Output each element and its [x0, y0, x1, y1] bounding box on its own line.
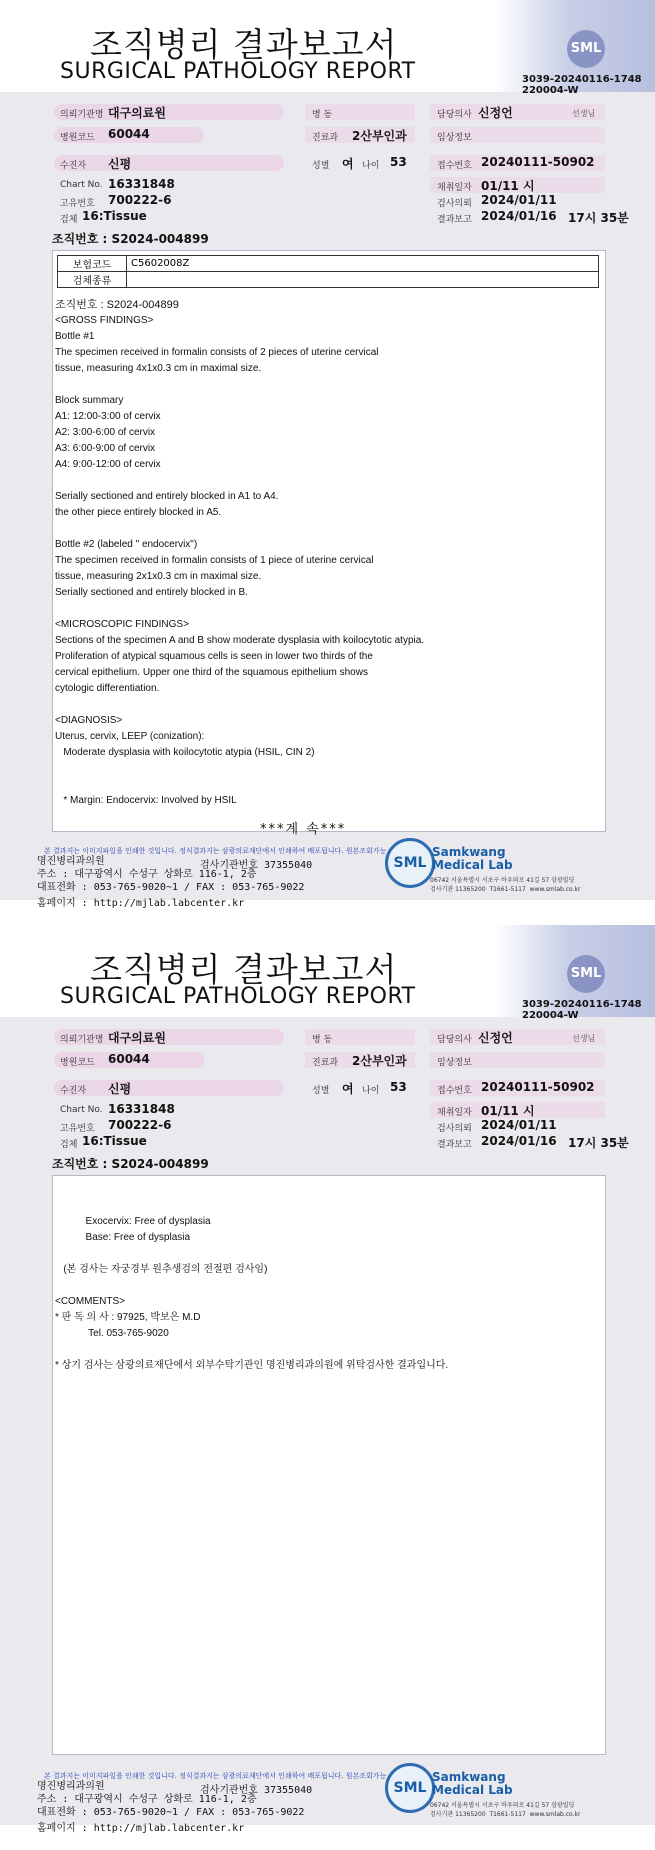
doctor-suffix: 선생님	[572, 1034, 596, 1043]
report-line: tissue, measuring 4x1x0.3 cm in maximal size.	[55, 363, 262, 374]
institution-value: 대구의료원	[108, 1031, 166, 1045]
report-line: Tel. 053-765-9020	[55, 1328, 169, 1339]
footer-reg-no: 검사기관번호 37355040	[200, 1785, 313, 1796]
document-id: 3039-20240116-1748 220004-W	[522, 74, 642, 96]
report-date-value: 2024/01/16	[481, 1134, 557, 1148]
insurance-code-value: C5602008Z	[127, 256, 599, 272]
report-line: The specimen received in formalin consists of 1 piece of uterine cervical	[55, 555, 374, 566]
report-body	[52, 1175, 606, 1755]
report-line: Moderate dysplasia with koilocytotic atypia (HSIL, CIN 2)	[55, 747, 315, 758]
receipt-no-value: 20240111-50902	[481, 1080, 595, 1094]
doctor-suffix: 선생님	[572, 109, 596, 118]
report-line	[55, 377, 424, 393]
specimen-type-label: 검체종류	[58, 272, 127, 288]
footer-homepage[interactable]: 홈페이지 : http://mjlab.labcenter.kr	[37, 1823, 245, 1834]
request-date-value: 2024/01/11	[481, 193, 557, 207]
document-id: 3039-20240116-1748 220004-W	[522, 999, 642, 1021]
footer-warning: 본 결과지는 이미지파일을 인쇄한 것입니다. 정식결과지는 삼광의료재단에서 인쇄하여 배포됩니다. 원본조회가능	[44, 847, 387, 855]
report-line: Uterus, cervix, LEEP (conization):	[55, 731, 205, 742]
report-date-label: 결과보고	[437, 215, 472, 225]
report-line: (본 검사는 자궁경부 원추생검의 전절편 검사임)	[55, 1264, 268, 1275]
clinical-info-label: 임상정보	[437, 1058, 472, 1068]
footer-address: 주소 : 대구광역시 수성구 상화로 116-1, 2층	[37, 869, 257, 880]
ward-label: 병 동	[312, 1035, 333, 1045]
report-line: A1: 12:00-3:00 of cervix	[55, 411, 161, 422]
report-date-label: 결과보고	[437, 1140, 472, 1150]
samkwang-address: 06742 서울특별시 서초구 바우뫼로 41길 57 삼광빌딩 검사기관 11365200 T1661-5117 www.smlab.co.kr	[430, 1802, 581, 1818]
report-line: tissue, measuring 2x1x0.3 cm in maximal size.	[55, 571, 262, 582]
tissue-line: 조직번호 : S2024-004899	[55, 299, 179, 311]
collection-date-label: 채취일자	[437, 183, 472, 193]
report-line	[55, 697, 424, 713]
clinical-info-label: 임상정보	[437, 133, 472, 143]
samkwang-name: Samkwang Medical Lab	[432, 1770, 513, 1797]
report-page-2	[0, 925, 655, 1825]
unique-no-value: 700222-6	[108, 193, 172, 207]
report-line	[55, 521, 424, 537]
patient-label: 수진자	[60, 1086, 87, 1096]
institution-value: 대구의료원	[108, 106, 166, 120]
report-line	[55, 777, 424, 793]
footer-lab-name: 명진병리과의원	[37, 856, 105, 867]
report-line	[55, 601, 424, 617]
sml-logo-icon: SML	[567, 955, 605, 993]
report-line: Sections of the specimen A and B show moderate dysplasia with koilocytotic atypia.	[55, 635, 425, 646]
report-line: Serially sectioned and entirely blocked in B.	[55, 587, 248, 598]
hospital-code-label: 병원코드	[60, 1058, 95, 1068]
patient-value: 신평	[108, 157, 132, 171]
doctor-label: 담당의사	[437, 110, 472, 120]
report-line: cervical epithelium. Upper one third of the squamous epithelium shows	[55, 667, 368, 678]
ward-label: 병 동	[312, 110, 333, 120]
report-line: <MICROSCOPIC FINDINGS>	[55, 619, 189, 630]
findings-text	[55, 313, 424, 809]
report-title-english: SURGICAL PATHOLOGY REPORT	[60, 984, 416, 1009]
report-line: <GROSS FINDINGS>	[55, 315, 154, 326]
department-value: 2산부인과	[352, 129, 407, 143]
department-value: 2산부인과	[352, 1054, 407, 1068]
report-title-korean: 조직병리 결과보고서	[90, 950, 398, 989]
report-line: The specimen received in formalin consists of 2 pieces of uterine cervical	[55, 347, 379, 358]
patient-label: 수진자	[60, 161, 87, 171]
request-date-value: 2024/01/11	[481, 1118, 557, 1132]
continued-mark: ***계 속***	[260, 822, 347, 837]
specimen-value: 16:Tissue	[82, 209, 147, 223]
report-line	[55, 1278, 448, 1294]
report-line: A4: 9:00-12:00 of cervix	[55, 459, 161, 470]
sml-logo-icon: SML	[567, 30, 605, 68]
chart-no-value: 16331848	[108, 177, 175, 191]
report-line: Proliferation of atypical squamous cells is seen in lower two thirds of the	[55, 651, 373, 662]
footer-reg-no: 검사기관번호 37355040	[200, 860, 313, 871]
report-line: Base: Free of dysplasia	[55, 1232, 191, 1243]
specimen-value: 16:Tissue	[82, 1134, 147, 1148]
footer-homepage[interactable]: 홈페이지 : http://mjlab.labcenter.kr	[37, 898, 245, 909]
report-line: Exocervix: Free of dysplasia	[55, 1216, 211, 1227]
age-value: 53	[390, 155, 407, 169]
specimen-label: 검체	[60, 1140, 78, 1150]
collection-date-value: 01/11 시	[481, 179, 535, 193]
samkwang-address: 06742 서울특별시 서초구 바우뫼로 41길 57 삼광빌딩 검사기관 11365200 T1661-5117 www.smlab.co.kr	[430, 877, 581, 893]
doctor-value: 신정언	[478, 106, 513, 120]
report-line: <COMMENTS>	[55, 1296, 126, 1307]
report-line: cytologic differentiation.	[55, 683, 160, 694]
institution-label: 의뢰기관명	[60, 1035, 104, 1045]
sex-label: 성별	[312, 161, 330, 171]
hospital-code-value: 60044	[108, 127, 150, 141]
doctor-label: 담당의사	[437, 1035, 472, 1045]
receipt-no-value: 20240111-50902	[481, 155, 595, 169]
report-line: Serially sectioned and entirely blocked in A1 to A4.	[55, 491, 279, 502]
samkwang-logo-icon: SML	[385, 838, 435, 888]
footer-phone: 대표전화 : 053-765-9020~1 / FAX : 053-765-9022	[37, 882, 305, 893]
specimen-type-value	[127, 272, 599, 288]
report-line	[55, 1342, 448, 1358]
hospital-code-label: 병원코드	[60, 133, 95, 143]
unique-no-value: 700222-6	[108, 1118, 172, 1132]
report-body	[52, 250, 606, 832]
report-line: * 판 독 의 사 : 97925, 박보은 M.D	[55, 1312, 201, 1323]
footer-warning: 본 결과지는 이미지파일을 인쇄한 것입니다. 정식결과지는 삼광의료재단에서 인쇄하여 배포됩니다. 원본조회가능	[44, 1772, 387, 1780]
report-line	[55, 1246, 448, 1262]
report-title-english: SURGICAL PATHOLOGY REPORT	[60, 59, 416, 84]
age-label: 나이	[362, 161, 380, 171]
sex-value: 여	[342, 1082, 354, 1096]
receipt-no-label: 접수번호	[437, 1086, 472, 1096]
request-date-label: 검사의뢰	[437, 199, 472, 209]
report-line: A3: 6:00-9:00 of cervix	[55, 443, 156, 454]
unique-no-label: 고유번호	[60, 1124, 95, 1134]
footer-lab-name: 명진병리과의원	[37, 1781, 105, 1792]
sex-value: 여	[342, 157, 354, 171]
receipt-no-label: 접수번호	[437, 161, 472, 171]
report-line: Bottle #2 (labeled " endocervix")	[55, 539, 198, 550]
report-line	[55, 761, 424, 777]
age-label: 나이	[362, 1086, 380, 1096]
patient-value: 신평	[108, 1082, 132, 1096]
specimen-label: 검체	[60, 215, 78, 225]
department-label: 진료과	[312, 1058, 339, 1068]
report-date-value: 2024/01/16	[481, 209, 557, 223]
report-line: <DIAGNOSIS>	[55, 715, 123, 726]
chart-no-label: Chart No.	[60, 1105, 103, 1115]
report-line: * Margin: Endocervix: Involved by HSIL	[55, 795, 237, 806]
request-date-label: 검사의뢰	[437, 1124, 472, 1134]
chart-no-value: 16331848	[108, 1102, 175, 1116]
institution-label: 의뢰기관명	[60, 110, 104, 120]
collection-date-value: 01/11 시	[481, 1104, 535, 1118]
report-time-value: 17시 35분	[568, 1136, 629, 1150]
report-line: A2: 3:00-6:00 of cervix	[55, 427, 156, 438]
tissue-number: 조직번호 : S2024-004899	[52, 232, 209, 246]
report-line: Block summary	[55, 395, 124, 406]
samkwang-logo-icon: SML	[385, 1763, 435, 1813]
report-line	[55, 473, 424, 489]
report-title-korean: 조직병리 결과보고서	[90, 25, 398, 64]
department-label: 진료과	[312, 133, 339, 143]
insurance-table	[57, 255, 599, 288]
tissue-number: 조직번호 : S2024-004899	[52, 1157, 209, 1171]
hospital-code-value: 60044	[108, 1052, 150, 1066]
samkwang-name: Samkwang Medical Lab	[432, 845, 513, 872]
findings-text	[55, 1214, 448, 1374]
footer-address: 주소 : 대구광역시 수성구 상화로 116-1, 2층	[37, 1794, 257, 1805]
report-line: the other piece entirely blocked in A5.	[55, 507, 222, 518]
report-line: Bottle #1	[55, 331, 95, 342]
doctor-value: 신정언	[478, 1031, 513, 1045]
footer-phone: 대표전화 : 053-765-9020~1 / FAX : 053-765-9022	[37, 1807, 305, 1818]
report-line: * 상기 검사는 삼광의료재단에서 외부수탁기관인 명진병리과의원에 위탁검사한 결과입니다.	[55, 1360, 449, 1371]
report-page-1	[0, 0, 655, 900]
age-value: 53	[390, 1080, 407, 1094]
chart-no-label: Chart No.	[60, 180, 103, 190]
collection-date-label: 채취일자	[437, 1108, 472, 1118]
unique-no-label: 고유번호	[60, 199, 95, 209]
sex-label: 성별	[312, 1086, 330, 1096]
report-time-value: 17시 35분	[568, 211, 629, 225]
insurance-code-label: 보험코드	[58, 256, 127, 272]
